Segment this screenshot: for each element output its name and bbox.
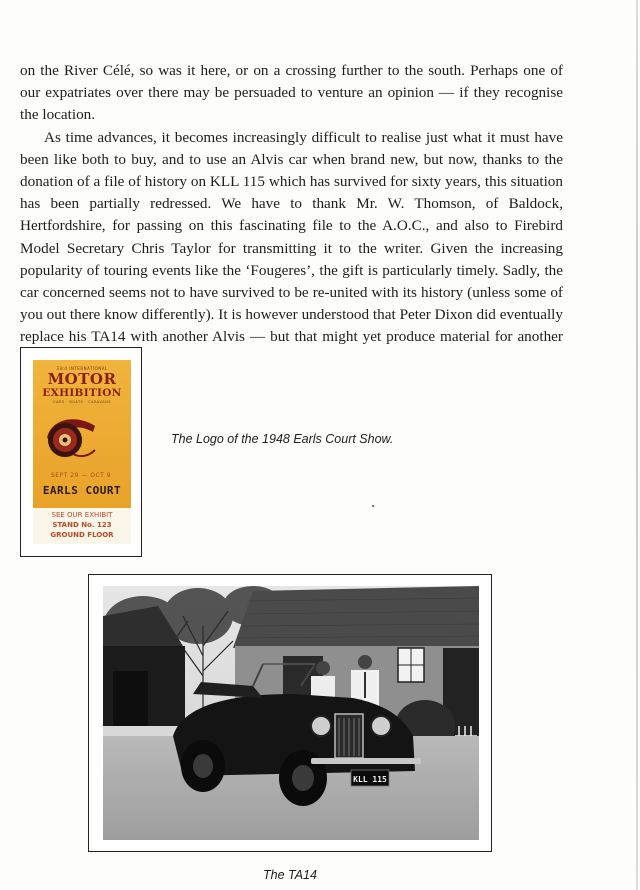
article-body <box>20 60 563 371</box>
poster-subheading: CARS · BOATS · CARAVANS <box>53 400 111 404</box>
poster-stand-info <box>33 510 131 540</box>
poster-venue: EARLS COURT <box>42 484 122 497</box>
ta14-photo-illustration <box>103 586 479 840</box>
number-plate: KLL 115 <box>353 775 387 784</box>
motor-show-poster <box>33 360 131 544</box>
poster-dates: SEPT 29 — OCT 9 <box>51 472 112 479</box>
show-logo-figure <box>20 347 142 557</box>
print-speck <box>372 505 374 507</box>
paragraph-1: on the River Célé, so was it here, or on a crossing further to the south. Perhaps one of our expatriates over there may be persuaded to venture an opinion — if they recognise the location. <box>20 62 563 124</box>
wheel-emblem-icon <box>43 412 97 462</box>
poster-title-motor: MOTOR <box>47 370 117 388</box>
poster-floor: GROUND FLOOR <box>50 531 114 539</box>
page-edge <box>636 0 638 890</box>
photo-caption: The TA14 <box>263 868 317 882</box>
logo-caption: The Logo of the 1948 Earls Court Show. <box>171 432 394 446</box>
car-photo <box>103 586 479 840</box>
poster-title-exhibition: EXHIBITION <box>42 387 122 399</box>
poster-orange-panel <box>33 360 131 508</box>
poster-small-heading: 33rd INTERNATIONAL <box>56 366 108 371</box>
poster-see-exhibit: SEE OUR EXHIBIT <box>51 511 113 519</box>
poster-stand-number: STAND No. 123 <box>52 521 112 529</box>
car-photo-figure <box>88 574 492 852</box>
paragraph-2: As time advances, it becomes increasingly difficult to realise just what it must have been like both to buy, and to use an Alvis car when brand new, but now, thanks to the donation of a file of history on KLL 115 which has survived for sixty years, this situation has been partially redressed. We have to thank Mr. W. Thomson, of Baldock, Hertfordshire, for passing on this fascinating file to the A.O.C., and also to Firebird Model Secretary Chris Taylor for transmitting it to the writer. Given the increasing popularity of touring events like the ‘Fougeres’, the gift is particularly timely. Sadly, the car concerned seems not to have survived to be re-united with its history (unless some of you out there know differently). It is however understood that Peter Dixon did eventually replace his TA14 with another Alvis — but that might yet produce material for another <box>20 128 563 346</box>
